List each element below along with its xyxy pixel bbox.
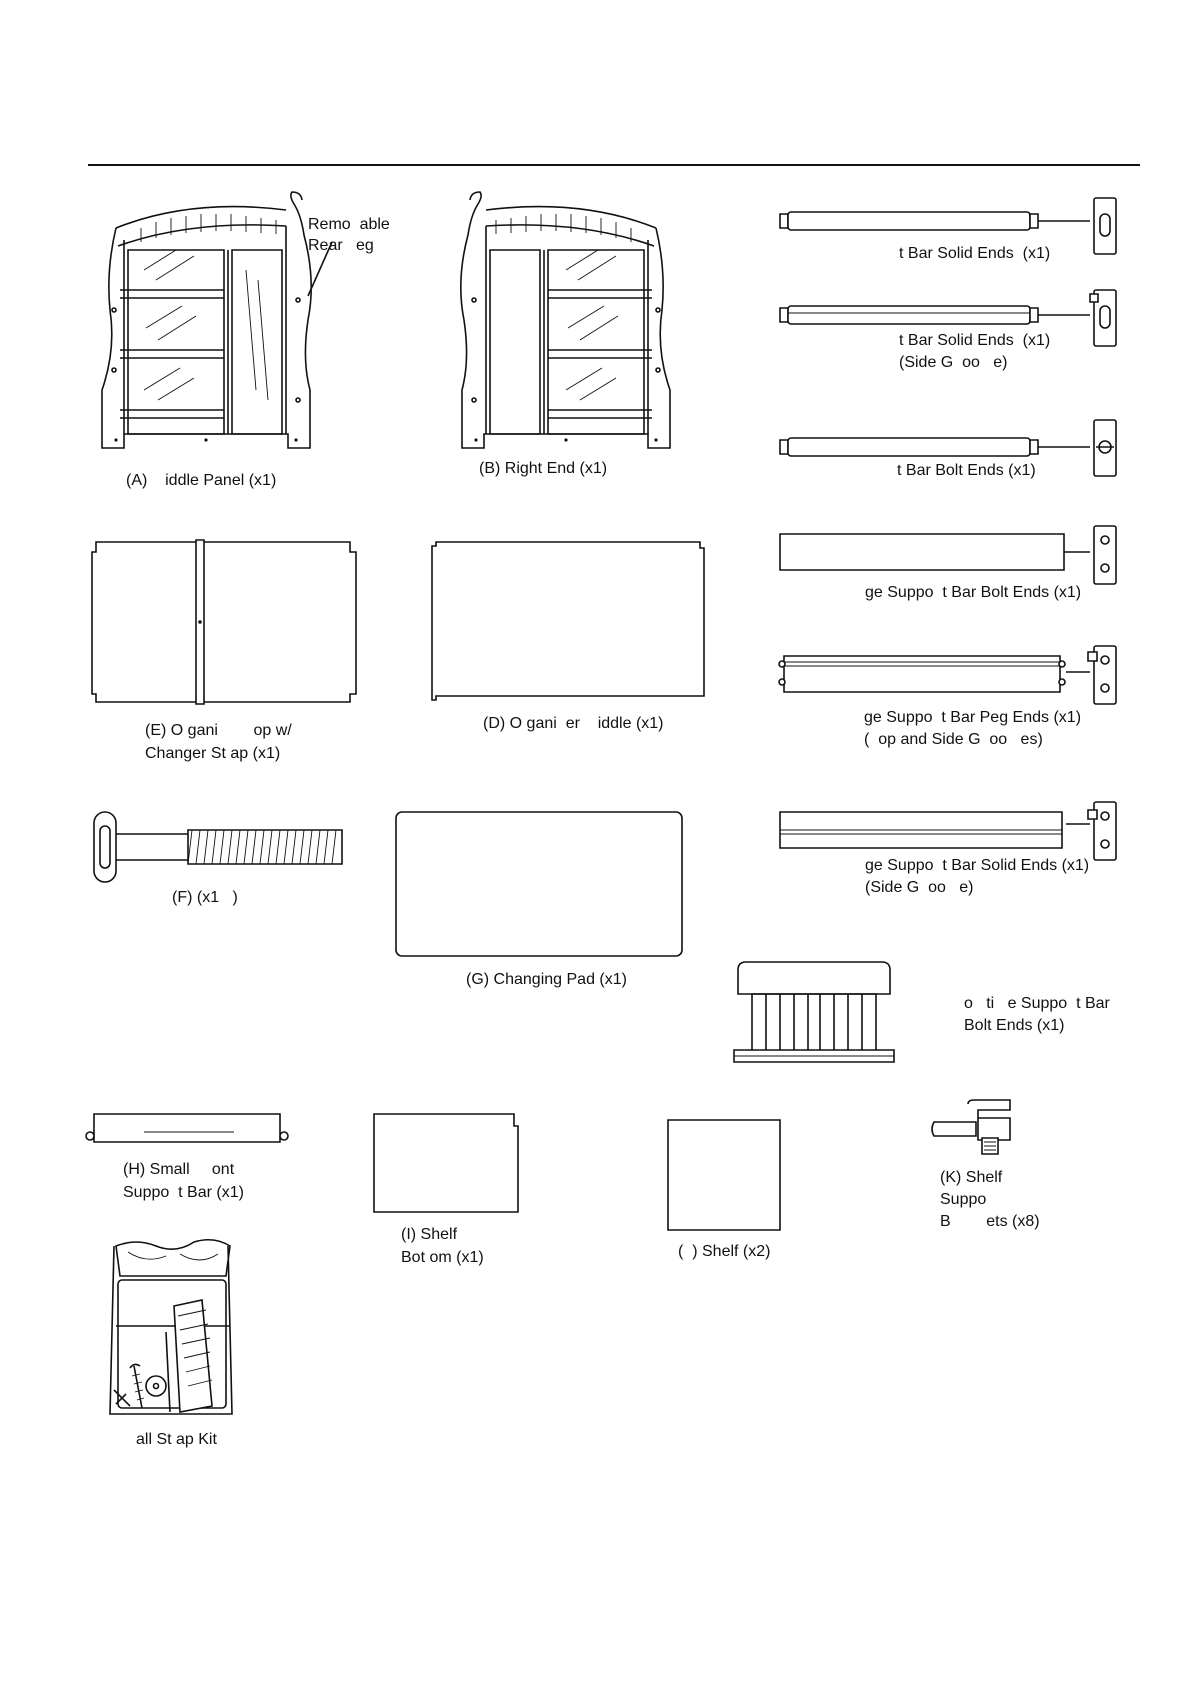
organizer-top-label: (E) O gani op w/ Changer St ap (x1)	[145, 722, 292, 762]
bar-solid-ends-label: t Bar Solid Ends (x1)	[899, 245, 1051, 262]
changing-pad-label: (G) Changing Pad (x1)	[466, 971, 627, 988]
support-bar-solid-ends-illustration	[776, 800, 1120, 862]
organizer-top-illustration	[90, 538, 358, 704]
small-front-support-bar-label: (H) Small ont Suppo t Bar (x1)	[123, 1161, 244, 1201]
middle-panel-label: (A) iddle Panel (x1)	[126, 472, 277, 489]
organizer-middle-illustration	[430, 538, 706, 702]
support-bar-bolt-ends-label: ge Suppo t Bar Bolt Ends (x1)	[865, 584, 1082, 601]
header-rule	[88, 164, 1140, 166]
shelf-label: ( ) Shelf (x2)	[678, 1243, 771, 1260]
support-bar-bolt-ends-illustration	[776, 524, 1120, 586]
small-front-support-bar-illustration	[84, 1106, 290, 1150]
shelf-support-brackets-label: (K) Shelf Suppo B ets (x8)	[940, 1169, 1040, 1230]
support-bar-peg-ends-illustration	[776, 644, 1120, 706]
support-bar-solid-ends-label: ge Suppo t Bar Solid Ends (x1) (Side G oo e)	[865, 857, 1090, 896]
wall-strap-kit-illustration	[106, 1236, 236, 1418]
organizer-middle-label: (D) O gani er iddle (x1)	[483, 715, 664, 732]
bar-solid-ends-side-groove-label: t Bar Solid Ends (x1) (Side G oo e)	[899, 332, 1051, 371]
shelf-bottom-illustration	[372, 1108, 520, 1214]
shelf-support-bracket-illustration	[928, 1098, 1014, 1160]
changing-pad-illustration	[394, 810, 684, 958]
support-bar-peg-ends-label: ge Suppo t Bar Peg Ends (x1) ( op and Side G oo es)	[864, 709, 1082, 748]
right-end-label: (B) Right End (x1)	[479, 460, 608, 477]
drawer-support-bar-illustration	[732, 960, 896, 1066]
wall-strap-kit-label: all St ap Kit	[136, 1431, 217, 1448]
right-end-illustration	[426, 190, 676, 450]
removable-rear-leg-callout: Remo able Rear eg	[308, 216, 390, 254]
drawer-support-bar-label: o ti e Suppo t Bar Bolt Ends (x1)	[964, 995, 1110, 1034]
shelf-bottom-label: (I) Shelf Bot om (x1)	[401, 1226, 484, 1266]
part-f-bolt-illustration	[92, 810, 346, 884]
bar-bolt-ends-label: t Bar Bolt Ends (x1)	[897, 462, 1036, 479]
part-f-label: (F) (x1 )	[172, 889, 238, 906]
shelf-illustration	[666, 1118, 782, 1232]
